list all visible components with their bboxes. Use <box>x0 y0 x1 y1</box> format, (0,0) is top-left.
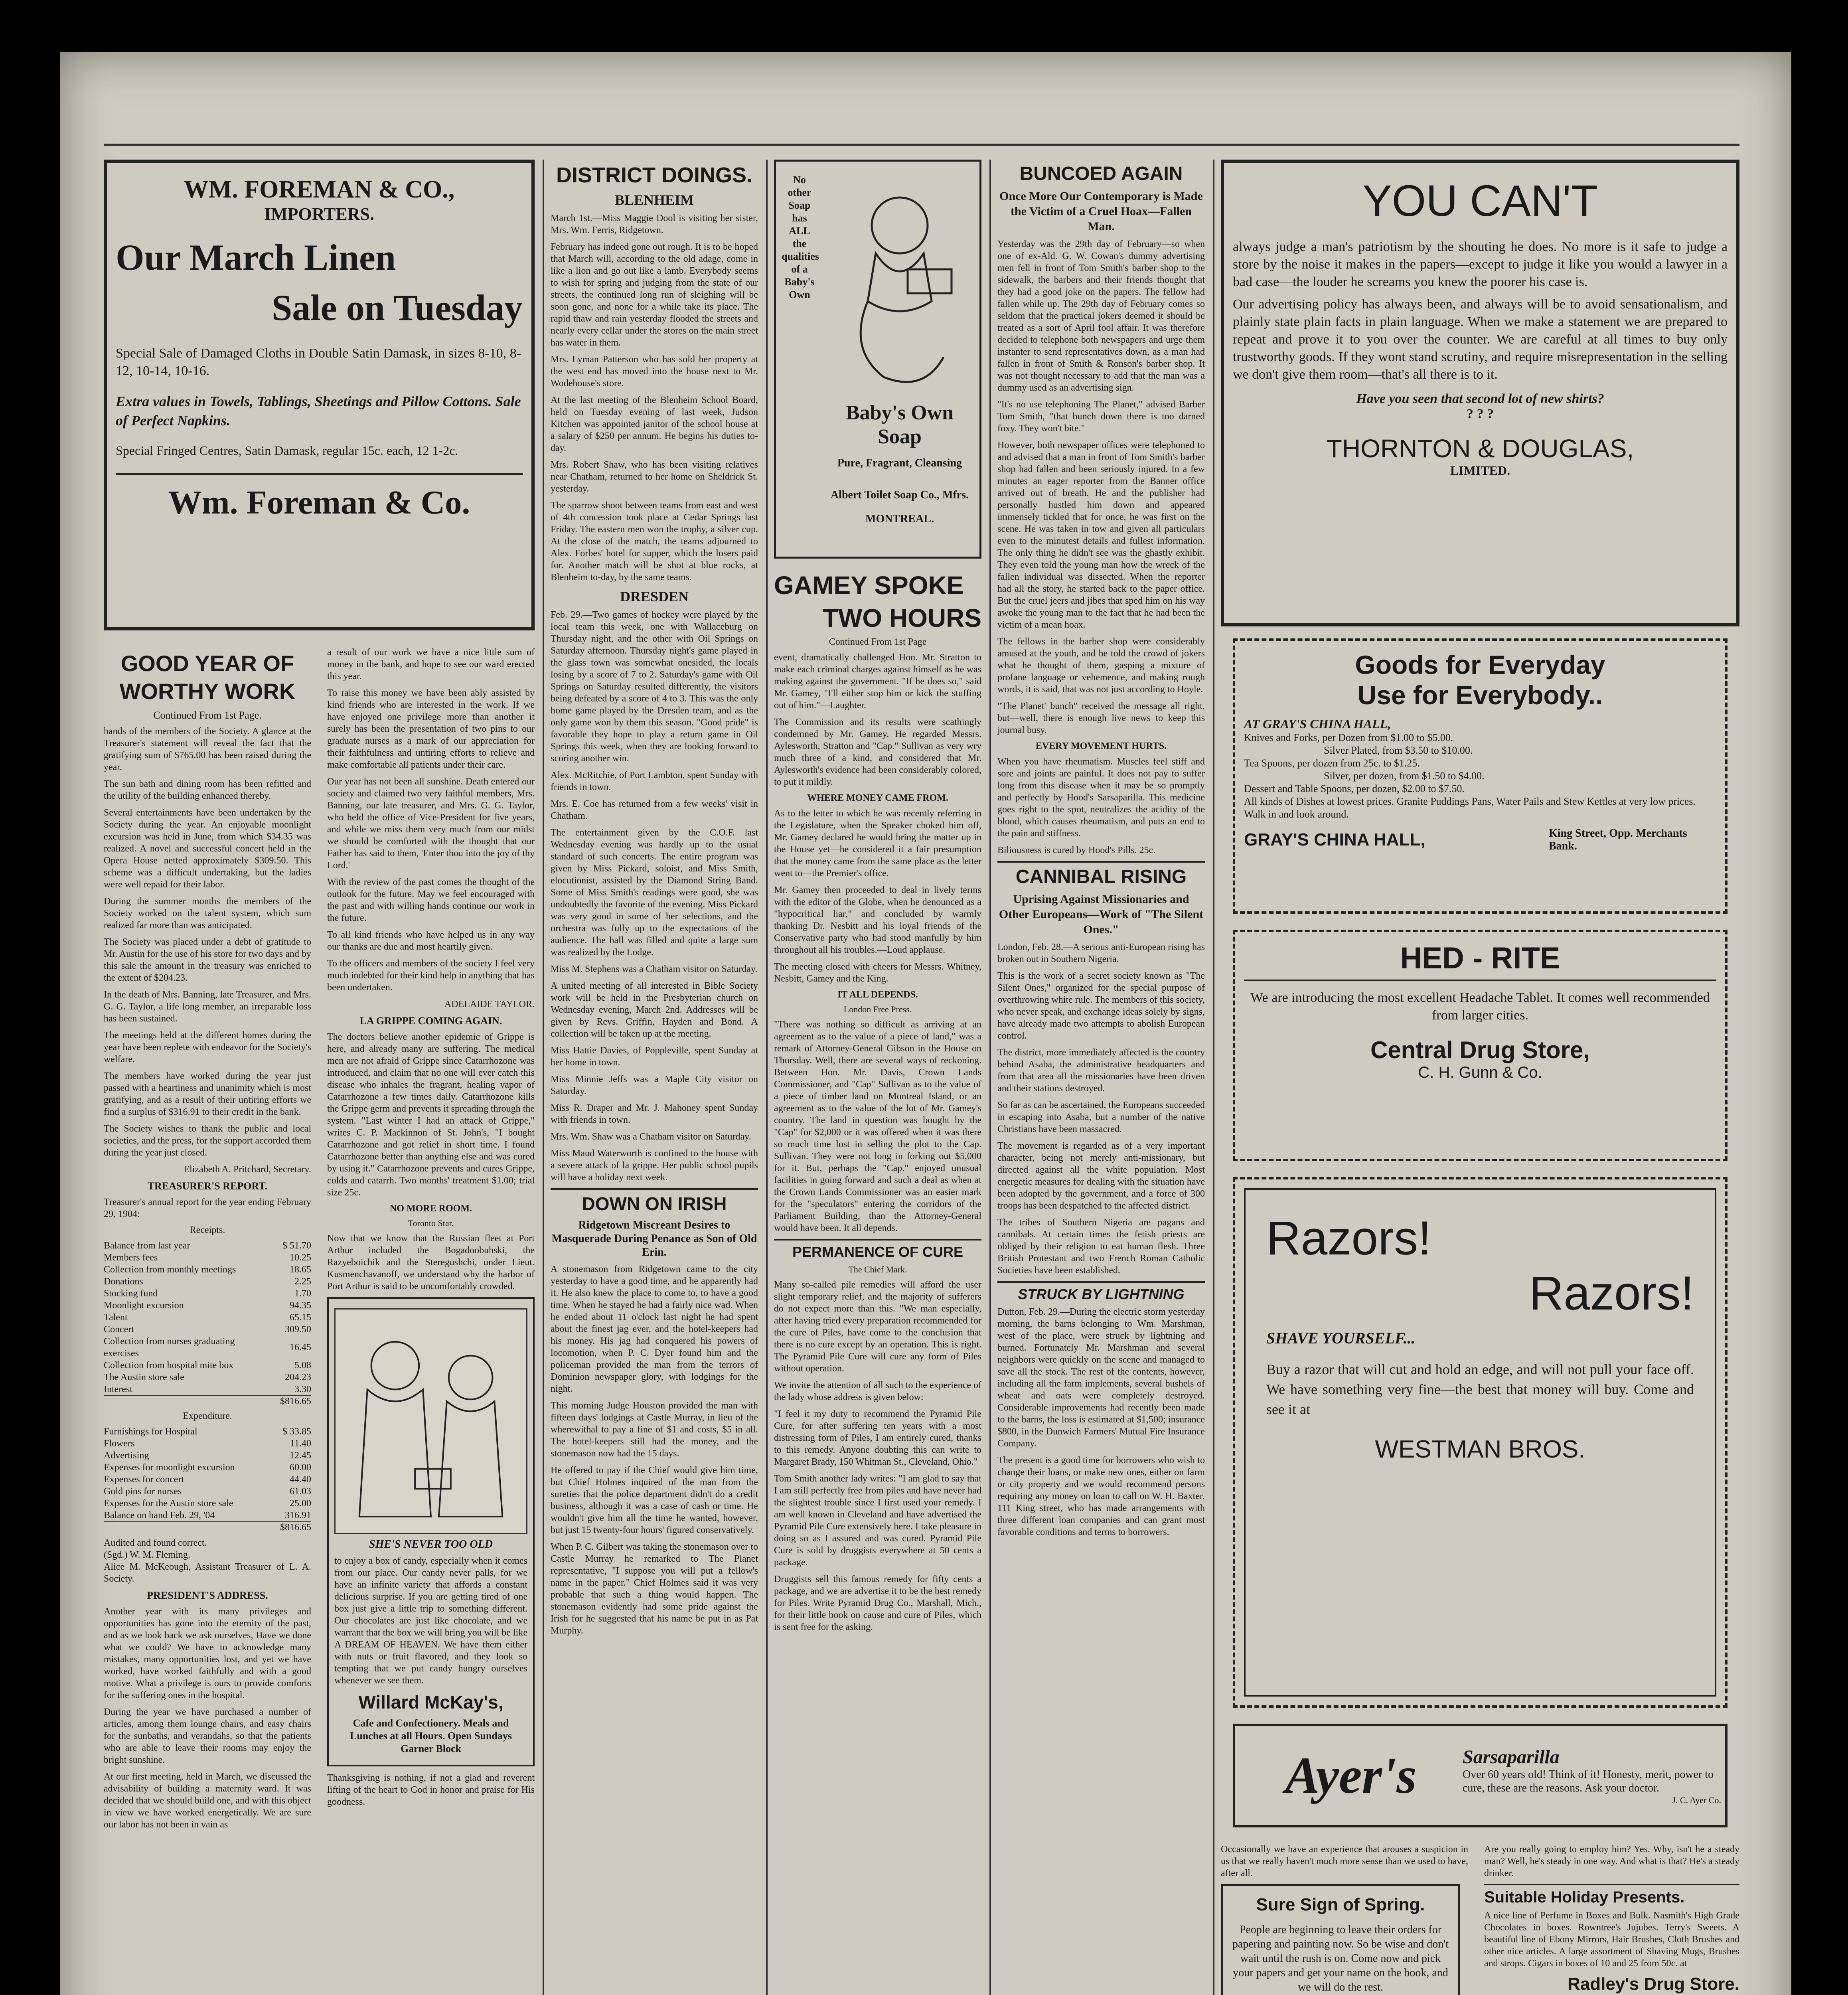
permanence-head: PERMANENCE OF CURE <box>774 1239 981 1260</box>
ledger-row <box>104 1485 311 1497</box>
babys-own-side-text: No other Soap has ALL the qualities of a Baby's Own <box>782 174 819 300</box>
grays-item: Tea Spoons, per dozen from 25c. to $1.25. <box>1244 757 1420 769</box>
blenheim-para-1: March 1st.—Miss Maggie Dool is visiting her sister, Mrs. Wm. Ferris, Ridgetown. <box>551 213 758 235</box>
ledger-row <box>104 1288 311 1300</box>
ledger-row <box>104 1509 311 1521</box>
treasurer-intro: Treasurer's annual report for the year ending February 29, 1904: <box>104 1197 311 1219</box>
newspaper-page <box>104 160 1739 1995</box>
ledger-amount: 94.35 <box>290 1300 311 1311</box>
foreman-headline-2: Sale on Tuesday <box>272 287 523 328</box>
razors-line-1: Razors! <box>1266 1211 1431 1265</box>
irish-para-3: He offered to pay if the Chief would give him time, but Chief Holmes inquired of the man from the sureties that the police department didn't do a credit business, although it was a case of cash or time. He wouldn't give him all the time he wanted, however, but just 15 twenty-four hours' figured conservatively. <box>551 1465 758 1535</box>
ledger-row <box>104 1426 311 1438</box>
noroom-source: Toronto Star. <box>408 1218 454 1228</box>
grays-item: Dessert and Table Spoons, per dozen, $2.00 to $7.50. <box>1244 783 1465 794</box>
buncoed-headline: BUNCOED AGAIN <box>1019 163 1183 184</box>
column-rule-1 <box>543 160 544 1995</box>
district-column <box>551 160 758 1641</box>
ledger-amount: 11.40 <box>290 1438 311 1449</box>
good-year-col2-signature: ADELAIDE TAYLOR. <box>444 999 535 1009</box>
ledger-amount: 1.70 <box>294 1288 311 1299</box>
hedrite-body: We are introducing the most excellent Headache Tablet. It comes well recommended from larger cities. <box>1250 990 1710 1023</box>
ledger-row <box>104 1383 311 1395</box>
you-cant-ad <box>1221 160 1739 626</box>
good-year-para-5: The Society was placed under a debt of gratitude to Mr. Austin for the use of his store for two days and by this sale the amount in the treasury was enriched to the extent of $204.23. <box>104 937 311 983</box>
ledger-row <box>104 1371 311 1383</box>
hedrite-headline: HED - RITE <box>1244 941 1716 981</box>
permanence-para-4: Tom Smith another lady writes: "I am glad to say that I am still perfectly free from piles and have never had the slightest trouble since I first used your remedy. I am well known in Cleveland and have advertised the Pyramid Pile Cure extensively here. I take pleasure in doing so as I assured and was cured. Pyramid Pile Cure is sold by druggists everywhere at 50 cents a package. <box>774 1474 981 1568</box>
buncoed-para-2: "It's no use telephoning The Planet," advised Barber Tom Smith, "that bunch down there is too darned foxy. They won't bite." <box>997 399 1205 434</box>
blenheim-para-5: Mrs. Robert Shaw, who has been visiting relatives near Chatham, returned to her home on Sheldrick St. yesterday. <box>551 460 758 494</box>
ledger-row <box>104 1240 311 1252</box>
president-para-3: At our first meeting, held in March, we discussed the advisability of building a maternity ward. It was decided that we should build one, and with this object in view we have worked energetically. We are sure our labor has not been in vain as <box>104 1772 311 1830</box>
good-year-column-1 <box>104 646 311 1835</box>
ledger-row <box>104 1474 311 1485</box>
gamey-para-3: As to the letter to which he was recently referring in the Legislature, when the Speaker choked him off, Mr. Gamey declared he would bring the matter up in the House yet—he considered it a fair presumption that the money came from the same place as the letter went to—the Premier's office. <box>774 808 981 879</box>
good-year-col2-para-1: a result of our work we have a nice little sum of money in the bank, and hope to see our ward erected this year. <box>327 647 535 681</box>
ledger-item: The Austin store sale <box>104 1372 184 1383</box>
ledger-item: Stocking fund <box>104 1288 158 1299</box>
ledger-item: Flowers <box>104 1438 135 1449</box>
ledger-item: Collection from monthly meetings <box>104 1264 236 1275</box>
hedrite-store: Central Drug Store, <box>1370 1037 1590 1063</box>
dialogue-text: Are you really going to employ him? Yes. Why, isn't he a steady man? Well, he's steady in one way. And what is that? He's a steady drinker. <box>1484 1844 1739 1878</box>
foreman-company-top: WM. FOREMAN & CO., <box>184 176 455 203</box>
dresden-para-11: Miss Maud Waterworth is confined to the house with a severe attack of la grippe. Her public school pupils will have a holiday next week. <box>551 1148 758 1183</box>
permanence-source: The Chief Mark. <box>848 1264 907 1274</box>
babys-own-maker: Albert Toilet Soap Co., Mfrs. <box>830 489 969 501</box>
gamey-continued: Continued From 1st Page <box>829 637 927 647</box>
ledger-row <box>104 1335 311 1359</box>
razors-inner <box>1244 1188 1716 1697</box>
grays-headline-2: Use for Everybody.. <box>1357 680 1603 710</box>
expenditure-head: Expenditure. <box>183 1411 232 1421</box>
blenheim-para-3: Mrs. Lyman Patterson who has sold her property at the west end has moved into the house next to Mr. Wodehouse's store. <box>551 354 758 389</box>
noroom-body: Now that we know that the Russian fleet at Port Arthur included the Bogadoobuhski, the Razyeboichik and the Steregushchi, under Lieut. Kusmenchavanoff, we understand why the harbor of Port Arthur is said to be uncomfortably crowded. <box>327 1233 535 1292</box>
blenheim-head: BLENHEIM <box>614 192 694 208</box>
receipts-table <box>104 1240 311 1395</box>
good-year-col2-para-5: To all kind friends who have helped us in any way our thanks are due and most heartily given. <box>327 930 535 952</box>
cannibal-para-1: London, Feb. 28.—A serious anti-European rising has broken out in Southern Nigeria. <box>997 942 1205 964</box>
column-rule-4 <box>1213 160 1214 1995</box>
permanence-para-2: We invite the attention of all such to the experience of the lady whose address is given below: <box>774 1380 981 1402</box>
ayers-body: Over 60 years old! Think of it! Honesty, merit, power to cure, these are the reasons. Ask your doctor. <box>1463 1768 1714 1794</box>
ledger-item: Furnishings for Hospital <box>104 1426 197 1437</box>
president-para-2: During the year we have purchased a number of articles, among them lounge chairs, and easy chairs for the sunbaths, and verandahs, so that the patients who are able to leave their rooms may enjoy the bright sunshine. <box>104 1707 311 1765</box>
ledger-amount: 60.00 <box>290 1462 311 1473</box>
good-year-para-3: Several entertainments have been undertaken by the Society during the year. An enjoyable moonlight excursion was held in June, from which $34.35 was realized. A novel and successful concert held in the Opera House netted approximately $309.50. This scheme was a difficult undertaking, but the ladies were well repaid for their labor. <box>104 808 311 890</box>
ledger-amount: 65.15 <box>290 1312 311 1323</box>
blenheim-para-6: The sparrow shoot between teams from east and west of 4th concession took place at Cedar Springs last Friday. The eastern men won the trophy, a silver cup. At the close of the match, the teams adjourned to Alex. Forbes' hotel for supper, which the losers paid for. Another match will be shot at blue rocks, at Blenheim to-day, by the same teams. <box>551 500 758 583</box>
gamey-para-5: The meeting closed with cheers for Messrs. Whitney, Nesbitt, Gamey and the King. <box>774 962 981 984</box>
irish-para-2: This morning Judge Houston provided the man with fifteen days' lodgings at Castle Murray, in lieu of the wherewithal to pay a fine of $1 and costs, $5 in all. The hotel-keepers still had the money, and the stonemason now had the 15 days. <box>551 1400 758 1459</box>
permanence-para-5: Druggists sell this famous remedy for fifty cents a package, and we are advertise it to be the best remedy for Piles. Write Pyramid Drug Co., Marshall, Mich., for their little book on cause and cure of Piles, which is sent free for the asking. <box>774 1574 981 1632</box>
column-rule-3 <box>989 160 991 1995</box>
foreman-fringed: Special Fringed Centres, Satin Damask, regular 15c. each, 12 1-2c. <box>116 443 458 458</box>
ledger-item: Interest <box>104 1384 132 1395</box>
lightning-para-2: The present is a good time for borrowers who wish to change their loans, or make new ones, either on farm or city property and we would recommend persons requiring any money on loan to call on W. H. Baxter, 111 King street, who has made arrangements with three different loan companies and can grant most favorable conditions and terms to borrowers. <box>997 1455 1205 1537</box>
ledger-item: Balance from last year <box>104 1240 190 1251</box>
spring-ad <box>1221 1884 1460 1995</box>
mermaid-baby-icon <box>824 170 975 393</box>
irish-para-4: When P. C. Gilbert was taking the stonemason over to Castle Murray he remarked to The Planet representative, "I suppose you will put a fellow's name in the paper." Chief Holmes said it was very probable that such a thing would happen. The stonemason evidently had some pride against the Irish for he suggested that his name be put in as Pat Murphy. <box>551 1542 758 1636</box>
you-cant-headline: YOU CAN'T <box>1362 176 1598 225</box>
ledger-amount: 5.08 <box>294 1360 311 1371</box>
occasionally-text: Occasionally we have an experience that arouses a suspicion in us that we really haven't much more sense than we used to have, after all. <box>1221 1844 1468 1878</box>
ayers-row <box>1239 1730 1721 1821</box>
good-year-para-9: The Society wishes to thank the public and local societies, and the press, for the support accorded them during the year just closed. <box>104 1124 311 1158</box>
ledger-amount: 61.03 <box>290 1486 311 1497</box>
masthead-rule <box>104 144 1739 146</box>
ledger-row <box>104 1450 311 1462</box>
audited: Audited and found correct. <box>104 1538 207 1548</box>
permanence-para-1: Many so-called pile remedies will afford the user slight temporary relief, and the majority of sufferers do not expect more than this. "We man especially, after having tried every preparation recommended for the cure of Piles, have come to the conclusion that there is no cure except by an operation. This is right. The Pyramid Pile Cure will cure any form of Piles without operation. <box>774 1280 981 1374</box>
cannibal-dek: Uprising Against Missionaries and Other Europeans—Work of "The Silent Ones." <box>999 893 1204 936</box>
you-cant-limited: LIMITED. <box>1450 463 1510 478</box>
foreman-extra-values: Extra values in Towels, Tablings, Sheetings and Pillow Cottons. Sale of Perfect Napkins. <box>116 393 521 429</box>
irish-headline: DOWN ON IRISH <box>551 1188 758 1215</box>
dresden-para-5: Miss M. Stephens was a Chatham visitor on Saturday. <box>551 964 758 974</box>
radley-store: Radley's Drug Store. <box>1567 1974 1739 1994</box>
ledger-item: Members fees <box>104 1252 158 1263</box>
dresden-para-2: Alex. McRitchie, of Port Lambton, spent Sunday with friends in town. <box>551 770 758 792</box>
grays-headline-1: Goods for Everyday <box>1355 650 1605 679</box>
expenditure-table <box>104 1426 311 1521</box>
grays-company: GRAY'S CHINA HALL, <box>1244 830 1425 849</box>
gamey-headline-1: GAMEY SPOKE <box>774 571 964 600</box>
column-rule-2 <box>766 160 768 1995</box>
noroom-head: NO MORE ROOM. <box>390 1203 472 1214</box>
dresden-para-4: The entertainment given by the C.O.F. last Wednesday evening was hardly up to the usual standard of such concerts. The entire program was given by Miss Pickard, soloist, and Miss Smith, elocutionist, assisted by the Diamond String Band. Some of Miss Smith's readings were good, she was undoubtedly the favorite of the evening. Miss Pickard was very good in some of her selections, and the orchestra was fully up to the expectations of the audience. The hall was filled and quite a large sum was realized by the Lodge. <box>551 828 758 958</box>
depends-body: "There was nothing so difficult as arriving at an agreement as to the value of a piece of land," was a remark of Attorney-General Gibson in the House on Thursday. Well, there are several ways of reckoning. Between Hon. Mr. Davis, Crown Lands Commissioner, and "Cap" Sullivan as to the value of a piece of timber land on Montreal Island, or an agreement as to the value of the lot of Mr. Gamey's country. The land in question was bought by the "Cap" for $2,000 or it was offered when it was there so much time lost in selling the plot to the Cap. Sullivan. They were not long in forking out $5,000 for it. But, perhaps the "Cap." enjoyed unusual facilities in going forward and such a deal as when at the Crown Lands Commissioner was an easier mark for the "speculators" entering the corridors of the Parliament Building, than the Attorney-General would have been. It all depends. <box>774 1019 981 1233</box>
grays-item: All kinds of Dishes at lowest prices. Granite Puddings Pans, Water Pails and Stew Kettles at very low prices. Walk in and look around. <box>1244 796 1696 820</box>
spring-body: People are beginning to leave their orders for papering and painting now. So be wise and don't wait until the rush is on. Come now and pick your papers and get your name on the book, and we will do the rest. <box>1232 1924 1449 1993</box>
grays-item: Silver Plated, from $3.50 to $10.00. <box>1324 745 1473 756</box>
expenditure-total: $816.65 <box>104 1521 311 1533</box>
ledger-item: Talent <box>104 1312 128 1323</box>
buncoed-column <box>997 160 1205 1543</box>
candy-ad <box>327 1297 535 1766</box>
ledger-amount: 2.25 <box>294 1276 311 1287</box>
ledger-row <box>104 1264 311 1276</box>
good-year-col2-para-4: With the review of the past comes the thought of the outlook for the future. May we feel encouraged with the past and with willing hands continue our work in the future. <box>327 877 535 923</box>
ledger-item: Collection from nurses graduating exercises <box>104 1336 235 1359</box>
gamey-column <box>774 160 981 1638</box>
ledger-row <box>104 1323 311 1335</box>
dresden-para-6: A united meeting of all interested in Bible Society work will be held in the Presbyterian church on Wednesday evening, March 2nd. Addresses will be given by Revs. Griffin, Hayden and Bond. A collection will be taken up at the meeting. <box>551 981 758 1039</box>
holiday-headline: Suitable Holiday Presents. <box>1484 1884 1739 1906</box>
ledger-amount: 204.23 <box>285 1372 311 1383</box>
dresden-para-9: Miss R. Draper and Mr. J. Mahoney spent Sunday with friends in town. <box>551 1103 758 1125</box>
cannibal-para-5: The movement is regarded as of a very important character, being not merely anti-missionary, but directed against all the white population. Most energetic measures for dealing with the situation have been adopted by the government, and a force of 300 troops has been despatched to the affected district. <box>997 1141 1205 1211</box>
ledger-amount: 25.00 <box>290 1498 311 1509</box>
grays-ad <box>1233 638 1728 914</box>
hedrite-owner: C. H. Gunn & Co. <box>1418 1064 1542 1081</box>
ledger-row <box>104 1497 311 1509</box>
good-year-col2-para-2: To raise this money we have been ably assisted by kind friends who are interested in the work. If we have enjoyed one privilege more than another it surely has been the presentation of two pins to our graduate nurses as a mark of our appreciation for their faithfulness and untiring efforts to relieve and make comfortable all patients under their care. <box>327 688 535 770</box>
spring-headline: Sure Sign of Spring. <box>1256 1895 1425 1914</box>
foreman-ad <box>104 160 535 630</box>
good-year-continued: Continued From 1st Page. <box>153 709 262 721</box>
irish-para-1: A stonemason from Ridgetown came to the city yesterday to have a good time, and he apparently had it. He also knew the place to come to, to have a good time. When he stayed he had a fairly nice wad. When he ended about 11 o'clock last night he had spent about the finest jag ever, and the hotel-keepers had his money. His jag had conquered his powers of locomotion, when P. C. Dyer found him and the policeman provided the man from the terrors of Dominion newspaper glory, with lodgings for the night. <box>551 1264 758 1394</box>
permanence-para-3: "I feel it my duty to recommend the Pyramid Pile Cure, for after suffering ten years with a most distressing form of Piles, I am entirely cured, thanks to this remedy. Anyone doubting this can write to Margaret Brady, 150 Whitman St., Cleveland, Ohio." <box>774 1409 981 1467</box>
good-year-para-7: The meetings held at the different homes during the year have been replete with endeavor for the Society's welfare. <box>104 1030 311 1065</box>
buncoed-para-5: "The Planet' bunch" received the message all right, but—well, there is enough live news to keep this journal busy. <box>997 701 1205 735</box>
ledger-amount: $ 33.85 <box>282 1426 311 1437</box>
you-cant-shirts: Have you seen that second lot of new shirts? <box>1356 391 1604 406</box>
buncoed-para-3: However, both newspaper offices were telephoned to and advised that a man in front of Tom Smith's barber shop had fallen and been seriously injured. In a few minutes an eager reporter from the Banner office arrived out of breath. He and the publisher had personally hustled him down and appeared immensely tickled that for once, he was first on the scene. He was taken in tow and given all particulars even to the minutest details and fullest information. The only thing he didn't see was the ghastly exhibit. They even told the young man how the wreck of the fallen individual was dissected. When the reporter had all the story, he started back to the paper office. But the cruel jeers and jibes that sped him on his way awoke the young man to the fact that he had been the victim of a mean hoax. <box>997 440 1205 630</box>
good-year-col2-para-3: Our year has not been all sunshine. Death entered our society and claimed two very faithful members, Mrs. Banning, our late treasurer, and Mrs. G. G. Taylor, who held the office of Vice-President for five years, and while we miss them very much from our midst we should be comforted with the thought that our Father has said to them, 'Enter thou into the joy of thy Lord.' <box>327 776 535 871</box>
foreman-importers: IMPORTERS. <box>264 204 374 224</box>
you-cant-body-2: Our advertising policy has always been, and always will be to avoid sensationalism, and plainly state plain facts in plain language. When we make a statement we are prepared to repeat and prove it to you over the counter. We are careful at all times to buy only trustworthy goods. If they wont stand scrutiny, and require misrepresentation in the selling we don't give them room—that's all there is to it. <box>1233 297 1728 382</box>
ledger-item: Collection from hospital mite box <box>104 1360 234 1371</box>
dresden-para-8: Miss Minnie Jeffs was a Maple City visitor on Saturday. <box>551 1074 758 1096</box>
right-bottom-left <box>1221 1843 1468 1995</box>
ledger-amount: 12.45 <box>290 1450 311 1461</box>
receipts-total: $816.65 <box>104 1395 311 1407</box>
foreman-company-bottom: Wm. Foreman & Co. <box>116 473 523 522</box>
good-year-para-2: The sun bath and dining room has been refitted and the utility of the building enhanced thereby. <box>104 779 311 801</box>
blenheim-para-4: At the last meeting of the Blenheim School Board, held on Tuesday evening of last week, Judson Kitchen was appointed janitor of the school house at a salary of $250 per annum. He begins his duties to-day. <box>551 395 758 453</box>
you-cant-shirts-marks: ? ? ? <box>1467 407 1494 421</box>
buncoed-dek: Once More Our Contemporary is Made the Victim of a Cruel Hoax—Fallen Man. <box>999 190 1203 233</box>
dresden-para-1: Feb. 29.—Two games of hockey were played by the local team this week, one with Wallaceburg on Thursday night, and the other with Oil Springs on Saturday afternoon. Thursday night's game played in the glass town was somewhat onesided, the locals losing by a score of 7 to 2. Saturday's game with Oil Springs on Saturday resulted differently, the visitors being defeated by a score of 4 to 3. This was the only home game played by the Dresden team, and as the only game won by them this season. "Good pride" is favorable they hope to play a return game in Oil Springs this week, when they are looking forward to scoring another win. <box>551 610 758 764</box>
good-year-para-6: In the death of Mrs. Banning, late Treasurer, and Mrs. G. G. Taylor, a life long member, an irreparable loss has been sustained. <box>104 990 311 1024</box>
hurts-body: When you have rheumatism. Muscles feel stiff and sore and joints are painful. It does not pay to suffer long from this disease when it may be so promptly and perfectly by Hood's Sarsaparilla. This medicine goes right to the spot, neutralizes the acidity of the blood, which causes rheumatism, and puts an end to the pain and stiffness. <box>997 757 1205 839</box>
good-year-para-4: During the summer months the members of the Society worked on the talent system, which sum realized far more than was anticipated. <box>104 896 311 930</box>
ayers-brand: Ayer's <box>1285 1747 1417 1804</box>
buncoed-para-1: Yesterday was the 29th day of February—so when one of ex-Ald. G. W. Cowan's dummy advertising men fell in front of Tom Smith's barber shop to the sidewalk, the barbers and their friends thought that they had a good joke on the papers. The fellow had fallen while up. The 29th day of February comes so seldom that the practical jokers deemed it should be treated as a sort of April fool affair. It was therefore decided to telephone both newspapers and urge them instanter to send representatives down, as a man had fallen in front of Smith & Ronson's barber shop. It was not thought necessary to add that the man was a dummy used as an advertising sign. <box>997 239 1205 393</box>
good-year-headline: GOOD YEAR OF WORTHY WORK <box>119 651 296 704</box>
babys-own-ad <box>774 160 981 559</box>
holiday-body: A nice line of Perfume in Boxes and Bulk. Nasmith's High Grade Chocolates in boxes. Rowntree's Jujubes. Terry's Sweets. A beautiful line of Ebony Mirrors, Hair Brushes, Cloth Brushes and other nice articles. A large assortment of Shaving Mugs, Brushes and strops. Cigars in boxes of 10 and 25 from 50c. at <box>1484 1910 1739 1969</box>
treasurer-head: TREASURER'S REPORT. <box>147 1180 268 1192</box>
lightning-headline: STRUCK BY LIGHTNING <box>997 1281 1205 1303</box>
president-para-1: Another year with its many privileges and opportunities has gone into the eternity of the past, and as we look back we ask ourselves, Have we done what we could? We have to acknowledge many mistakes, many opportunities lost, and yet we have worked, have worked faithfully and with a good motive. What a privilege is ours to provide comforts for the suffering ones in the hospital. <box>104 1606 311 1701</box>
willard-sub: Cafe and Confectionery. Meals and Lunches at all Hours. Open Sundays Garner Block <box>349 1717 512 1754</box>
babys-own-city: MONTREAL. <box>865 513 934 525</box>
ledger-item: Gold pins for nurses <box>104 1486 182 1497</box>
thanksgiving: Thanksgiving is nothing, if not a glad and reverent lifting of the heart to God in honor and praise for His goodness. <box>327 1773 535 1807</box>
ledger-amount: 316.91 <box>285 1510 311 1521</box>
depends-source: London Free Press. <box>843 1004 912 1014</box>
ledger-row <box>104 1252 311 1264</box>
willard-name: Willard McKay's, <box>358 1692 503 1713</box>
ledger-amount: $ 51.70 <box>282 1240 311 1251</box>
district-headline: DISTRICT DOINGS. <box>556 163 752 187</box>
lightning-para-1: Dutton, Feb. 29.—During the electric storm yesterday morning, the barns belonging to Wm. Marshman, west of the place, were struck by lightning and burned. Fortunately Mr. Marshman and several neighbors were quickly on the scene and managed to save all the stock. The rest of the contents, however, including all the farm implements, several bushels of wheat and oats were completely destroyed. Considerable improvements had recently been made to the barns, the loss is estimated at $1,500; insurance $800, in the Dunwich Farmers' Mutual Fire Insurance Company. <box>997 1307 1205 1449</box>
gamey-headline-2: TWO HOURS <box>822 604 981 632</box>
right-bottom-right <box>1484 1843 1739 1995</box>
good-year-signature: Elizabeth A. Pritchard, Secretary. <box>184 1164 311 1175</box>
ledger-amount: 18.65 <box>290 1264 311 1275</box>
irish-dek: Ridgetown Miscreant Desires to Masquerade During Penance as Son of Old Erin. <box>551 1219 757 1258</box>
ayers-product: Sarsaparilla <box>1463 1746 1560 1768</box>
grays-item: Knives and Forks, per Dozen from $1.00 to $5.00. <box>1244 732 1453 743</box>
hedrite-ad <box>1233 930 1728 1161</box>
ledger-row <box>104 1438 311 1450</box>
razors-company: WESTMAN BROS. <box>1375 1436 1585 1463</box>
razors-line-2: Razors! <box>1529 1266 1694 1320</box>
ayers-right <box>1463 1746 1721 1805</box>
blenheim-para-2: February has indeed gone out rough. It is to be hoped that March will, according to the old adage, come in like a lion and go out like a lamb. Everybody seems to wish for spring and judging from the state of our streets, the continued long run of sleighing will be soon gone, and none for a while take its place. The rapid thaw and rain yesterday flooded the streets and nearly every cellar under the stores on the main street has water in them. <box>551 242 758 348</box>
ledger-amount: 16.45 <box>290 1342 311 1353</box>
cannibal-para-3: The district, more immediately affected is the country behind Asaba, the administrative headquarters and from that area all the missionaries have been driven and their stations destroyed. <box>997 1047 1205 1094</box>
ledger-item: Expenses for moonlight excursion <box>104 1462 235 1473</box>
couple-illustration-icon <box>336 1310 526 1533</box>
cannibal-para-6: The tribes of Southern Nigeria are pagans and cannibals. At certain times the fetish priests are obliged by their religion to eat human flesh. Three British Protestant and two French Roman Catholic Societies have been established. <box>997 1217 1205 1276</box>
ledger-item: Expenses for concert <box>104 1474 184 1485</box>
grippe-body: The doctors believe another epidemic of Grippe is here, and already many are suffering. The medical men are not afraid of Grippe since Catarrhozone was introduced, and claim that no one will ever catch this disease who inhales the fragrant, healing vapor of Catarrhozone a few times daily. Catarrhozone kills the Grippe germ and prevents it spreading through the system. "Last winter I had an attack of Grippe," writes C. P. Mackinnon of St. John's, "I bought Catarrhozone and got relief in short time. I found Catarrhozone better than anything else and was cured by using it." Catarrhozone prevents and cures Grippe, colds and catarrh. Two months' treatment $1.00; trial size 25c. <box>327 1032 535 1198</box>
grippe-head: LA GRIPPE COMING AGAIN. <box>359 1015 502 1027</box>
ledger-item: Concert <box>104 1324 134 1335</box>
grays-at: AT GRAY'S CHINA HALL, <box>1244 717 1391 731</box>
grays-address: King Street, Opp. Merchants Bank. <box>1549 827 1687 852</box>
ledger-item: Balance on hand Feb. 29, '04 <box>104 1510 215 1521</box>
ledger-amount: 309.50 <box>285 1324 311 1335</box>
dresden-head: DRESDEN <box>620 589 689 604</box>
razors-ad <box>1233 1177 1728 1708</box>
hurts-tail: Biliousness is cured by Hood's Pills. 25c. <box>997 845 1156 855</box>
razors-shave: SHAVE YOURSELF... <box>1266 1329 1416 1347</box>
you-cant-company: THORNTON & DOUGLAS, <box>1326 434 1634 463</box>
foreman-special-sale: Special Sale of Damaged Cloths in Double Satin Damask, in sizes 8-10, 8-12, 10-14, 10-16. <box>116 346 521 378</box>
ledger-item: Donations <box>104 1276 143 1287</box>
dresden-para-10: Mrs. Wm. Shaw was a Chatham visitor on Saturday. <box>551 1132 751 1142</box>
gamey-para-2: The Commission and its results were scathingly condemned by Mr. Gamey. He regarded Messrs. Aylesworth, Stratton and "Cap." Sullivan as very wry much three of a kind, and considered that Mr. Aylesworth's evidence had been considerably colored, to put it mildly. <box>774 717 981 787</box>
ayers-ad <box>1233 1724 1728 1827</box>
ledger-row <box>104 1462 311 1474</box>
asst-treasurer: Alice M. McKeough, Assistant Treasurer of L. A. Society. <box>104 1562 311 1584</box>
ledger-item: Advertising <box>104 1450 149 1461</box>
ledger-item: Moonlight excursion <box>104 1300 184 1311</box>
ledger-item: Expenses for the Austin store sale <box>104 1498 233 1509</box>
ledger-amount: 44.40 <box>290 1474 311 1485</box>
razors-body: Buy a razor that will cut and hold an edge, and will not pull your face off. We have something very fine—the best that money will buy. Come and see it at <box>1266 1361 1694 1417</box>
dresden-para-7: Miss Hattie Davies, of Poppleville, spent Sunday at her home in town. <box>551 1045 758 1068</box>
good-year-col2-para-6: To the officers and members of the society I feel very much indebted for their kind help in anything that has been undertaken. <box>327 958 535 993</box>
candy-head: SHE'S NEVER TOO OLD <box>369 1538 493 1551</box>
ledger-row <box>104 1300 311 1312</box>
where-head: WHERE MONEY CAME FROM. <box>807 793 948 803</box>
cannibal-para-4: So far as can be ascertained, the Europeans succeeded in escaping into Asaba, but a number of the native Christians have been massacred. <box>997 1100 1205 1134</box>
ledger-amount: 10.25 <box>290 1252 311 1263</box>
auditor: (Sgd.) W. M. Fleming. <box>104 1550 190 1560</box>
babys-own-tagline: Pure, Fragrant, Cleansing <box>837 457 962 469</box>
candy-illustration <box>334 1308 527 1534</box>
good-year-para-1: hands of the members of the Society. A glance at the Treasurer's statement will reveal the fact that the gratifying sum of $765.00 has been raised during the year. <box>104 726 311 772</box>
grays-items <box>1244 731 1716 821</box>
depends-head: IT ALL DEPENDS. <box>837 990 918 1000</box>
you-cant-body-1: always judge a man's patriotism by the shouting he does. No more is it safe to judge a store by the noise it makes in the papers—except to judge it like you would a lawyer in a bad case—the louder he screams you knew the poorer his case is. <box>1233 239 1728 289</box>
grays-footer <box>1244 827 1716 853</box>
grays-item: Silver, per dozen, from $1.50 to $4.00. <box>1324 770 1485 782</box>
candy-body: to enjoy a box of candy, especially when it comes from our place. Our candy never palls, for we have an infinite variety that affords a constant delicious surprise. If you are getting tired of one box just give a little trip to something different. Our chocolates are just like chocolate, and we warrant that the box we will bring you will be like A DREAM OF HEAVEN. We have them either with nuts or fruit flavored, and they look so tempting that we put candy hungry ourselves whenever we see them. <box>334 1556 527 1686</box>
good-year-para-8: The members have worked during the year just passed with a heartiness and unanimity which is most gratifying, and as a result of their untiring efforts we find a surplus of $316.91 to their credit in the bank. <box>104 1071 311 1117</box>
ayers-maker: J. C. Ayer Co. <box>1672 1795 1721 1805</box>
hurts-head: EVERY MOVEMENT HURTS. <box>1035 741 1167 751</box>
gamey-para-1: event, dramatically challenged Hon. Mr. Stratton to make each criminal charges against himself as he was making against the government. "If he does so," said Mr. Gamey, "I'll either stop him or kick the stuffing out of him."—Laughter. <box>774 652 981 711</box>
receipts-head: Receipts. <box>190 1225 225 1235</box>
cannibal-para-2: This is the work of a secret society known as "The Silent Ones," organized for the special purpose of overthrowing white rule. The members of this society, who never speak, and exchange ideas solely by signs, have already made two attempts to abolish European control. <box>997 971 1205 1041</box>
good-year-column-2 <box>327 646 535 1813</box>
ledger-row <box>104 1312 311 1323</box>
ledger-amount: 3.30 <box>294 1384 311 1395</box>
ledger-row <box>104 1359 311 1371</box>
foreman-headline-1: Our March Linen <box>116 237 396 278</box>
babys-own-product: Baby's Own Soap <box>845 401 954 448</box>
cannibal-headline: CANNIBAL RISING <box>997 861 1205 888</box>
dresden-para-3: Mrs. E. Coe has returned from a few weeks' visit in Chatham. <box>551 799 758 821</box>
buncoed-para-4: The fellows in the barber shop were considerably amused at the youth, and he told the crowd of jokers what he thought of them, gasping a mixture of profane language or vehemence, and making rough words, it is said, that was not just according to Hoyle. <box>997 636 1205 695</box>
president-head: PRESIDENT'S ADDRESS. <box>147 1590 268 1601</box>
ledger-row <box>104 1276 311 1288</box>
gamey-para-4: Mr. Gamey then proceeded to deal in lively terms with the editor of the Globe, when he denounced as a "hypocritical liar," and concluded by warmly thanking Dr. Nesbitt and his loyal friends of the Conservative party who had stood manfully by him throughout all his troubles.—Loud applause. <box>774 885 981 955</box>
